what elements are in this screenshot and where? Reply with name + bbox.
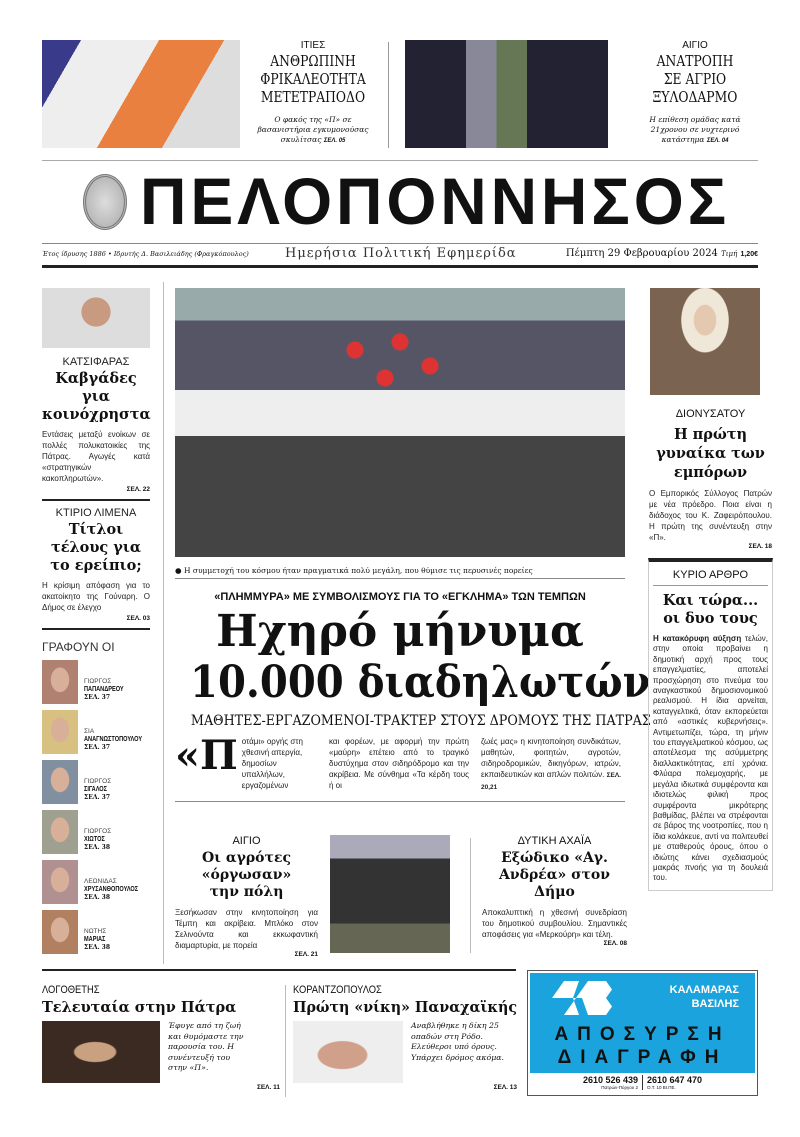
main-kicker: «ΠΛΗΜΜΥΡΑ» ΜΕ ΣΥΜΒΟΛΙΣΜΟΥΣ ΓΙΑ ΤΟ «ΕΓΚΛΗΜΑ» ΤΩΝ ΤΕΜΠΩΝ <box>214 591 586 603</box>
columnist-photo <box>42 910 78 954</box>
phone[interactable]: 2610 526 439 <box>582 1075 638 1085</box>
columnist-first-name: ΓΙΩΡΓΟΣ <box>84 778 112 785</box>
columnist-info <box>84 828 111 854</box>
page-ref: ΣΕΛ. 21 <box>294 951 318 958</box>
teaser-2[interactable] <box>620 40 770 146</box>
page-ref: ΣΕΛ. 22 <box>126 486 150 493</box>
columnist-last-name: ΠΑΠΑΝΔΡΕΟΥ <box>84 686 124 693</box>
columnist-item[interactable] <box>42 654 157 704</box>
columnist-info <box>84 778 113 804</box>
story-text: Ξεσήκωσαν στην κινητοποίηση για Τέμπη και ακρίβεια. Μπλόκο στον Σελινούντα και εκκωφαντική διαμαρτυρία, με πορεία <box>175 908 318 950</box>
teaser-kicker: ΑΙΓΙΟ <box>682 40 708 51</box>
headline-line: ΜΕΤΕΤΡΑΠΟΔΟ <box>260 90 366 106</box>
teaser-text: Η επίθεση ομάδας κατά 21χρονου σε νυχτερινό κατάστημα ΣΕΛ. 04 <box>649 115 741 144</box>
bottom-story-1[interactable] <box>42 984 280 1091</box>
sub-story-aigio[interactable] <box>175 835 318 958</box>
teaser-kicker: ΙΤΙΕΣ <box>300 40 326 51</box>
headline: Πρώτη «νίκη» Παναχαϊκής <box>293 999 518 1016</box>
ad-name: ΚΑΛΑΜΑΡΑΣ ΒΑΣΙΛΗΣ <box>669 984 739 1010</box>
kicker: ΚΤΙΡΙΟ ΛΙΜΕΝΑ <box>55 507 137 519</box>
columnist-last-name: ΧΙΩΤΟΣ <box>84 836 105 843</box>
divider <box>653 585 768 586</box>
headline-line: ΦΡΙΚΑΛΕΟΤΗΤΑ <box>260 72 366 88</box>
page-ref: ΣΕΛ. 37 <box>84 694 110 701</box>
main-story[interactable] <box>170 590 651 802</box>
photo-korantzopoulos <box>293 1021 403 1083</box>
body-col-1: οτάμι» οργής στη χθεσινή απεργία, δημοσίων υπαλλήλων, εργαζομένων <box>241 737 303 790</box>
divider <box>388 42 389 148</box>
divider-thick <box>42 499 150 501</box>
right-story[interactable] <box>648 408 773 550</box>
headline: Η πρώτη γυναίκα των εμπόρων <box>656 426 765 481</box>
page-ref: ΣΕΛ. 05 <box>323 138 346 144</box>
columnist-info <box>84 878 152 904</box>
teaser-photo-police <box>405 40 608 148</box>
page-ref: ΣΕΛ. 38 <box>84 944 110 951</box>
story-text: Έφυγε από τη ζωή και θυμόμαστε την παρουσία του. Η συνέντευξή του στην «Π». <box>168 1021 244 1072</box>
masthead-title: ΠΕΛΟΠΟΝΝΗΣΟΣ <box>140 164 731 238</box>
main-photo-protest <box>175 288 625 557</box>
columnist-last-name: ΑΝΑΓΝΩΣΤΟΠΟΥΛΟΥ <box>84 736 143 743</box>
address: Πατρών-Πύργου 2 <box>601 1085 638 1090</box>
kicker: ΔΥΤΙΚΗ ΑΧΑΪΑ <box>517 835 592 847</box>
main-headline <box>170 606 651 708</box>
page-ref: ΣΕΛ. 38 <box>84 894 110 901</box>
headline: Και τώρα... οι δυο τους <box>662 592 759 627</box>
columnist-photo <box>42 810 78 854</box>
columnist-photo <box>42 760 78 804</box>
dropcap: «Π <box>175 732 238 779</box>
column-divider <box>163 282 164 964</box>
page-ref: ΣΕΛ. 08 <box>603 940 627 947</box>
divider-thick <box>42 628 150 630</box>
photo-farmers <box>330 835 450 953</box>
divider <box>42 160 758 161</box>
page-ref: ΣΕΛ. 03 <box>126 615 150 622</box>
columnists-list <box>42 654 157 954</box>
divider <box>470 838 471 953</box>
columnist-item[interactable] <box>42 704 157 754</box>
sub-story-western-achaia[interactable] <box>482 835 627 947</box>
headline-line-2: 10.000 διαδηλωτών <box>190 657 651 708</box>
headline-line: ΣΕ ΑΓΡΙΟ <box>663 72 727 88</box>
divider <box>175 578 625 579</box>
tagline: Ημερήσια Πολιτική Εφημερίδα <box>285 246 517 261</box>
phone[interactable]: 2610 647 470 <box>647 1075 703 1085</box>
photo-caption: ● Η συμμετοχή του κόσμου ήταν πραγματικά πολύ μεγάλη, που θύμισε τις περυσινές πορείες <box>175 566 533 575</box>
page-ref: ΣΕΛ. 04 <box>706 138 729 144</box>
columnist-photo <box>42 860 78 904</box>
founded-info: Έτος ίδρυσης 1886 • Ιδρυτής Δ. Βασιλειάδης (Φραγκόπουλος) <box>42 250 249 258</box>
headline: Τίτλοι τέλους για το ερείπιο; <box>50 521 142 574</box>
page-ref: ΣΕΛ. 13 <box>493 1084 517 1091</box>
right-column <box>648 408 773 891</box>
kicker: ΚΑΤΣΙΦΑΡΑΣ <box>62 356 130 368</box>
price: 1,20€ <box>740 251 758 258</box>
masthead-logo-seal <box>83 174 127 230</box>
left-story-1[interactable] <box>42 356 150 493</box>
ad-contacts <box>530 1075 755 1090</box>
page-ref: ΣΕΛ. 20,21 <box>481 772 621 791</box>
story-text: Αποκαλυπτική η χθεσινή συνεδρίαση του δημοτικού συμβουλίου. Σημαντικές αποφάσεις για «Μερκούρη» και τέλη. <box>482 908 627 939</box>
page-ref: ΣΕΛ. 11 <box>256 1084 280 1091</box>
story-text: Η κρίσιμη απόφαση για το ακατοίκητο της Γούναρη. Ο Δήμος σε έλεγχο <box>42 581 150 612</box>
sub-stories <box>175 835 627 958</box>
columnist-item[interactable] <box>42 804 157 854</box>
columnist-last-name: ΣΙΓΑΛΟΣ <box>84 786 108 793</box>
main-body <box>175 732 625 793</box>
advertisement-kalamaras[interactable] <box>527 970 758 1096</box>
kicker: ΚΟΡΑΝΤΖΟΠΟΥΛΟΣ <box>293 984 382 996</box>
left-story-2[interactable] <box>42 507 150 622</box>
ad-slogan: ΑΠΟΣΥΡΣΗ ΔΙΑΓΡΑΦΗ <box>554 1024 731 1068</box>
photo-logothetis <box>42 1021 160 1083</box>
columnist-first-name: ΣΙΑ <box>84 728 95 735</box>
headline: Καβγάδες για κοινόχρηστα <box>42 370 151 423</box>
columnist-first-name: ΛΕΩΝΙΔΑΣ <box>84 878 117 885</box>
teaser-1[interactable] <box>245 40 381 146</box>
bottom-story-2[interactable] <box>293 984 517 1091</box>
ad-banner <box>530 973 755 1073</box>
columnist-photo <box>42 660 78 704</box>
headline-line: ΑΝΘΡΩΠΙΝΗ <box>270 54 356 70</box>
issue-date <box>566 248 758 259</box>
left-column-stories <box>42 356 150 954</box>
kicker: ΑΙΓΙΟ <box>232 835 261 847</box>
headline: Οι αγρότες «όργωσαν» την πόλη <box>201 850 292 900</box>
story-text: Ο Εμπορικός Σύλλογος Πατρών με νέα πρόεδρο. Ποια είναι η διάδοχος του Κ. Ζαφειρόπουλου. Η πρώτη της συνέντευξη στην «Π». <box>649 489 772 542</box>
divider-thick <box>42 265 758 268</box>
headline-line-1: Ηχηρό μήνυμα <box>216 606 584 657</box>
headline-line: ΞΥΛΟΔΑΡΜΟ <box>652 90 738 106</box>
columnist-info <box>84 728 157 754</box>
headline: Εξώδικο «Αγ. Ανδρέα» στον Δήμο <box>499 850 610 900</box>
address: Ο.Τ. 10 ΒΙ.ΠΕ. <box>647 1085 676 1090</box>
teaser-text: Ο φακός της «Π» σε βασανιστήρια εγκυμονούσας σκυλίτσας ΣΕΛ. 05 <box>257 115 369 144</box>
editorial-text: Η κατακόρυφη αύξηση τελών, στην οποία προβαίνει η δημοτική αρχή προς τους επαγγελματίες, αποτελεί προσχώρηση στο πνεύμα του αναγκαστικού δημοσιονομικού ρεαλισμού. Η ίδια αρνείται, καταγγελτικά, όταν εκπορεύεται από «αστικές κυβερνήσεις». Αντιμετωπίζει, τώρα, τη μήνιν του επαγγελματικού κόσμου, ως αποτέλεσμα της ασύμμετρης διαλλακτικότητας, επί χρόνια. Φλύαρα πολεμοχαρής, με μεγάλα ιδιωτικά συμφέροντα και ιδιοτελώς φιλική προς συμφέροντα μικρότερης βαθμίδας, βλέπει να στρέφονται σε βάρος της νοοτροπίες, που η ίδια κολάκευε, αντί να πολιτευθεί με σταθερούς όρους, όπου ο ιδιώτης κάνει σχεδιασμούς μακράς πνοής για τη δουλειά του. <box>653 634 768 883</box>
columnist-last-name: ΜΑΡΙΑΣ <box>84 936 106 943</box>
date: Πέμπτη 29 Φεβρουαρίου 2024 <box>565 248 718 259</box>
columnist-info <box>84 678 134 704</box>
columnist-item[interactable] <box>42 754 157 804</box>
kicker: ΔΙΟΝΥΣΑΤΟΥ <box>675 408 746 420</box>
teaser-headline <box>631 53 759 107</box>
teaser-headline <box>255 53 371 107</box>
photo-dionysatou <box>650 288 760 395</box>
divider <box>285 985 286 1097</box>
divider <box>42 243 758 244</box>
body-col-3: ζωές μας» η κινητοποίηση συνδικάτων, μαθητών, φοιτητών, αγροτών, σιδηροδρομικών, δικηγόρων, ιατρών, εκπαιδευτικών και απλών πολιτών. ΣΕΛ. 20,21 <box>481 737 621 791</box>
columnist-item[interactable] <box>42 904 157 954</box>
columnist-photo <box>42 710 78 754</box>
columnist-info <box>84 928 111 954</box>
page-ref: ΣΕΛ. 18 <box>748 543 772 550</box>
page-ref: ΣΕΛ. 37 <box>84 744 110 751</box>
columnist-last-name: ΧΡΥΣΑΝΘΟΠΟΥΛΟΣ <box>84 886 139 893</box>
lead: Η κατακόρυφη αύξηση <box>653 634 742 643</box>
page-ref: ΣΕΛ. 37 <box>84 794 110 801</box>
story-text: Αναβλήθηκε η δίκη 25 οπαδών στη Ρόδο. Ελεύθεροι υπό όρους. Υπάρχει δρόμος ακόμα. <box>411 1021 505 1062</box>
body-col-2: και φορέων, με αφορμή την πρώτη «μαύρη» επέτειο από το τραγικό δυστύχημα στον σιδηρόδρομο και την ακρίβεια. Με σύνθημα «Τα κέρδη τους ή οι <box>329 737 469 790</box>
main-subtitle: ΜΑΘΗΤΕΣ-ΕΡΓΑΖΟΜΕΝΟΙ-ΤΡΑΚΤΕΡ ΣΤΟΥΣ ΔΡΟΜΟΥΣ ΤΗΣ ΠΑΤΡΑΣ <box>190 713 651 729</box>
columnist-item[interactable] <box>42 854 157 904</box>
story-text: Εντάσεις μεταξύ ενοίκων σε πολλές πολυκατοικίες της Πάτρας. Αγωγές κατά «στρατηγικών κακοπληρωτών». <box>42 430 150 483</box>
kicker: ΛΟΓΟΘΕΤΗΣ <box>42 984 100 996</box>
teaser-photo-dog <box>42 40 240 148</box>
kb-logo-icon <box>552 981 612 1015</box>
balloons <box>325 318 475 398</box>
columnist-first-name: ΓΙΩΡΓΟΣ <box>84 828 112 835</box>
price-label: Τιμή <box>721 250 738 258</box>
headline-line: ΑΝΑΤΡΟΠΗ <box>656 54 734 70</box>
columnist-first-name: ΓΙΩΡΓΟΣ <box>84 678 112 685</box>
page-ref: ΣΕΛ. 38 <box>84 844 110 851</box>
divider-thick <box>42 969 516 971</box>
headline: Τελευταία στην Πάτρα <box>42 999 237 1016</box>
columnist-first-name: ΝΩΤΗΣ <box>84 928 107 935</box>
kicker: ΚΥΡΙΟ ΑΡΘΡΟ <box>672 569 749 581</box>
photo-katsifaras <box>42 288 150 348</box>
columnists-title: ΓΡΑΦΟΥΝ ΟΙ <box>42 640 115 654</box>
divider <box>175 801 625 802</box>
editorial-box[interactable] <box>648 558 773 891</box>
